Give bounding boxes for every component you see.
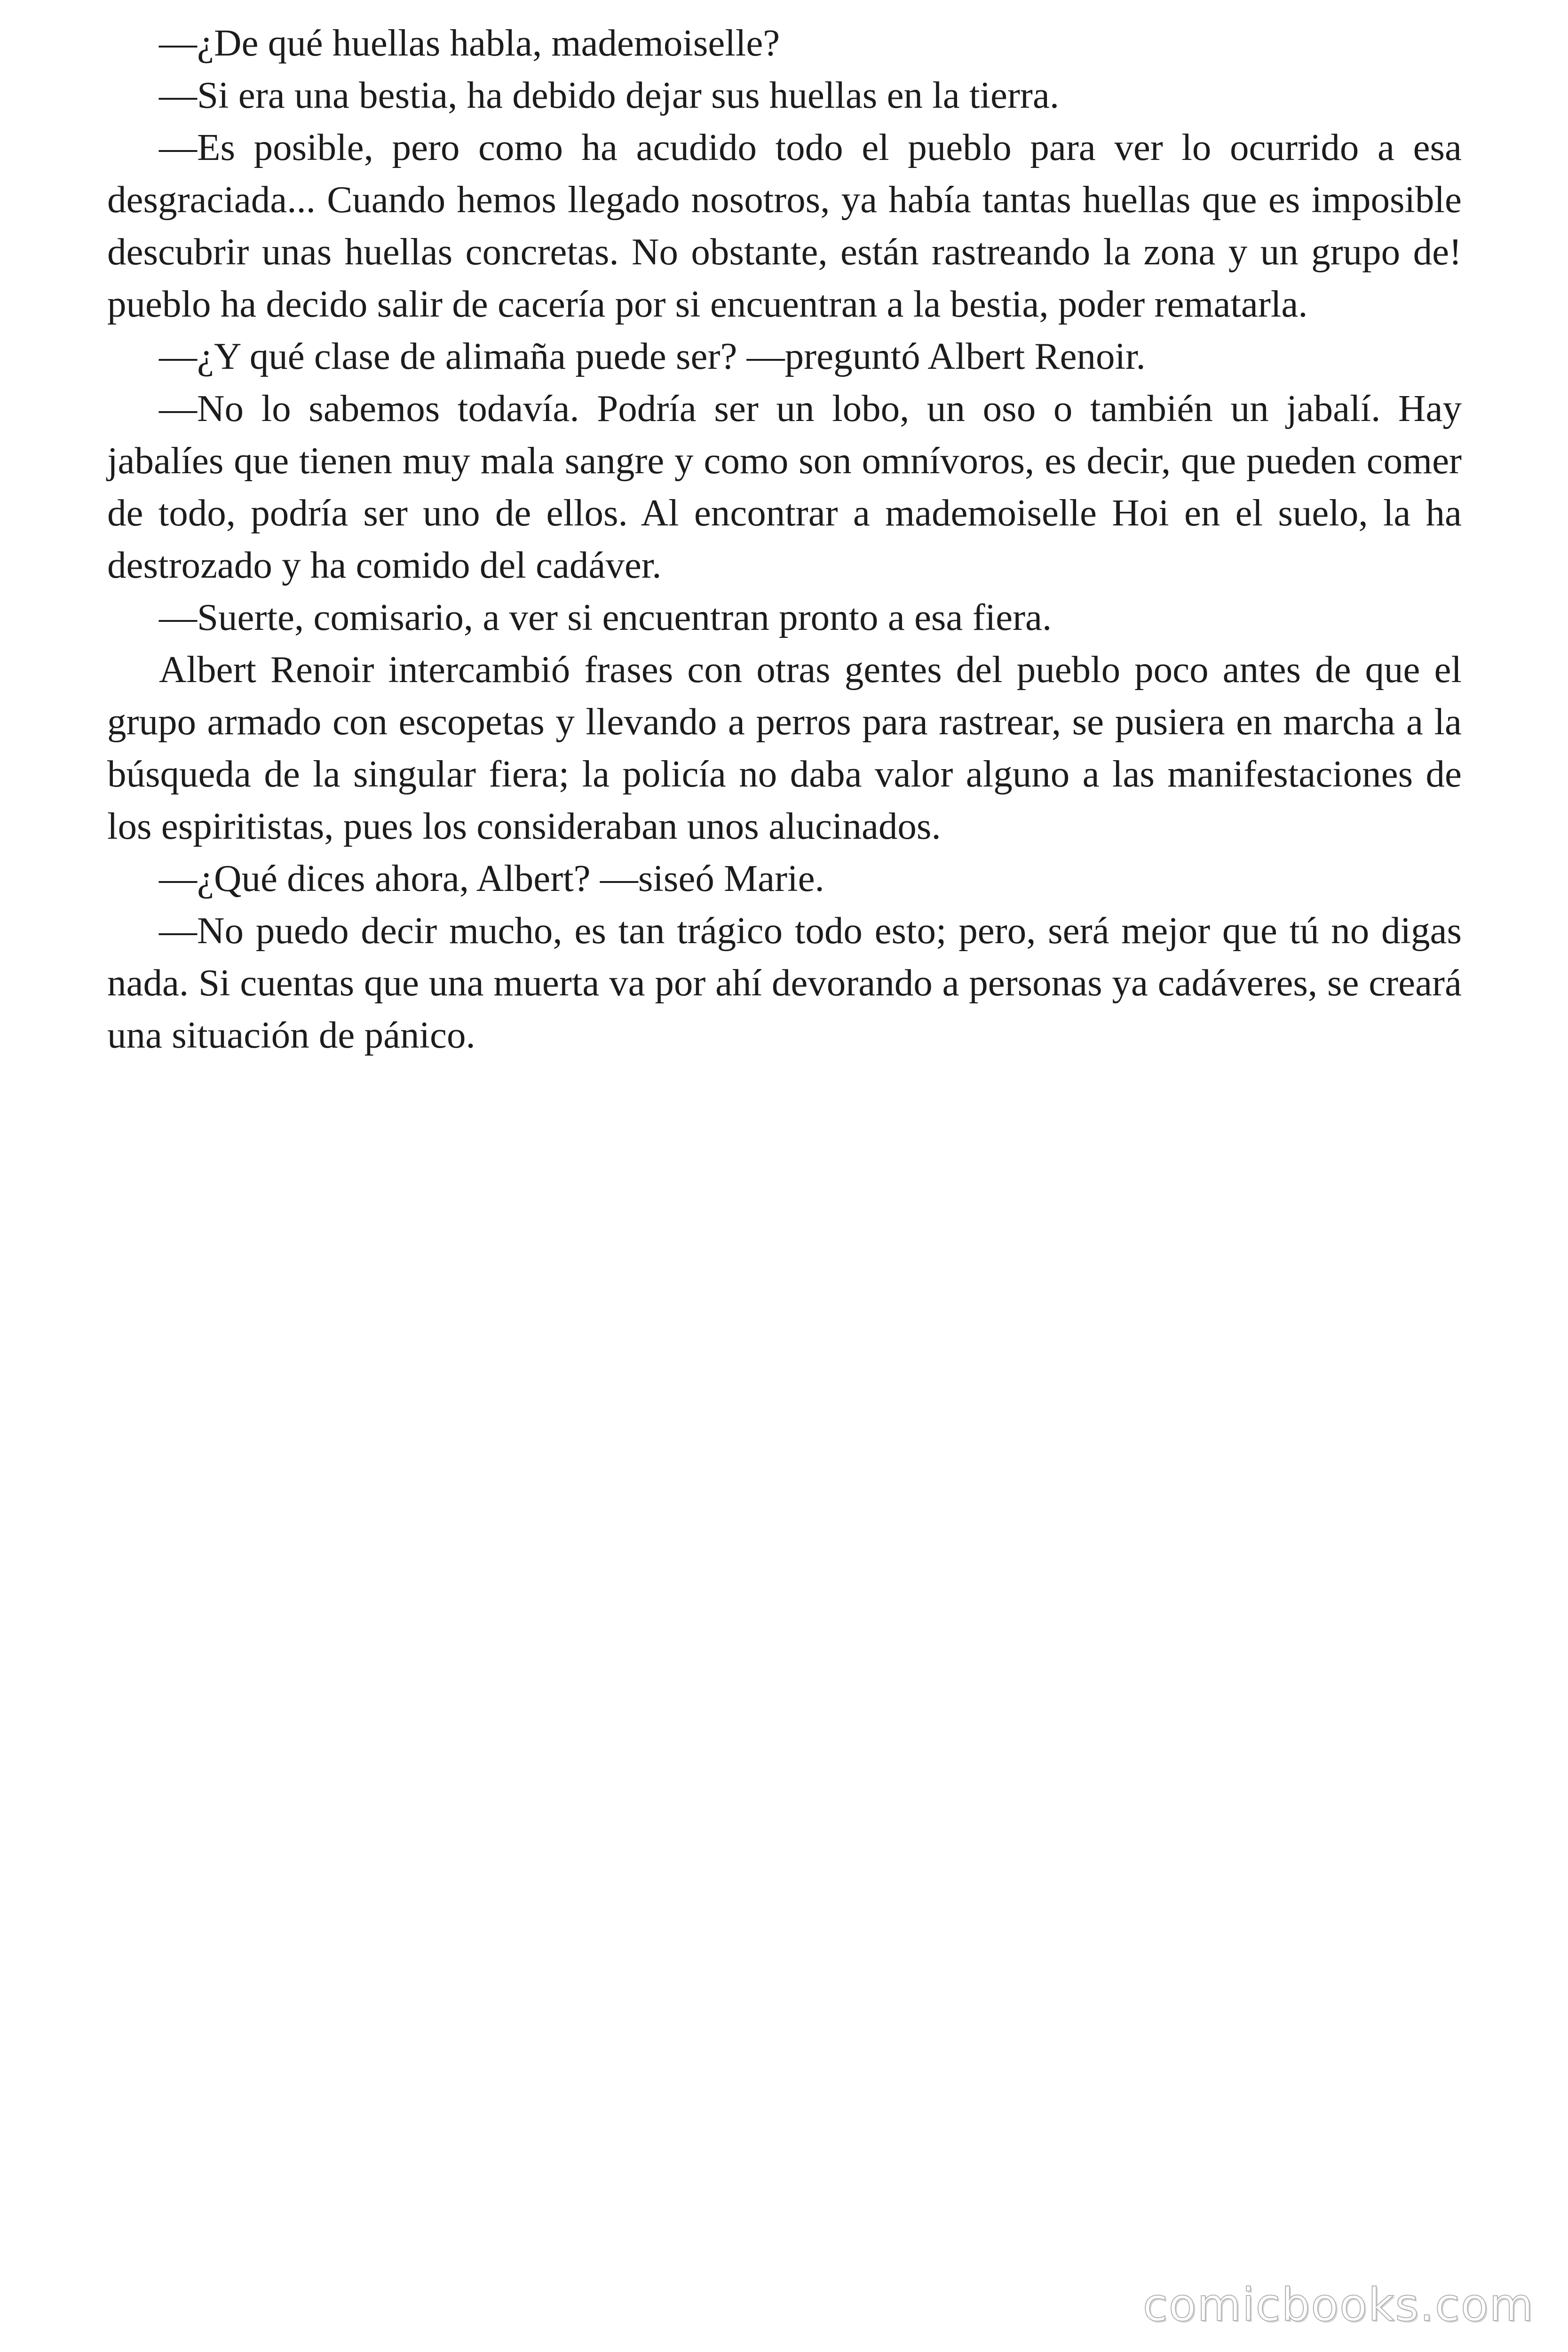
paragraph: —¿Qué dices ahora, Albert? —siseó Marie.: [159, 857, 824, 899]
paragraph: —No puedo decir mucho, es tan trágico todo esto; pero, será mejor que tú no digas nada. Si cuentas que una muerta va por ahí devorando a personas ya cadáveres, se creará una situación de pánico.: [107, 909, 1462, 1056]
watermark: comicbooks.com: [1142, 2279, 1534, 2331]
paragraph: Albert Renoir intercambió frases con otras gentes del pueblo poco antes de que el grupo armado con escopetas y llevando a perros para rastrear, se pusiera en marcha a la búsqueda de la singular fiera; la policía no daba valor alguno a las manifestaciones de los espiritistas, pues los consideraban unos alucinados.: [107, 648, 1462, 847]
paragraph: —Suerte, comisario, a ver si encuentran pronto a esa fiera.: [159, 596, 1052, 638]
paragraph: —Es posible, pero como ha acudido todo el pueblo para ver lo ocurrido a esa desgraciada... Cuando hemos llegado nosotros, ya había tantas huellas que es imposible descubrir unas huellas concretas. No obstante, están rastreando la zona y un grupo de! pueblo ha decido salir de cacería por si encuentran a la bestia, poder rematarla.: [107, 126, 1462, 325]
paragraph: —Si era una bestia, ha debido dejar sus huellas en la tierra.: [159, 74, 1060, 116]
paragraph: —¿De qué huellas habla, mademoiselle?: [159, 22, 780, 64]
paragraph: —¿Y qué clase de alimaña puede ser? —preguntó Albert Renoir.: [159, 335, 1146, 377]
paragraph: —No lo sabemos todavía. Podría ser un lobo, un oso o también un jabalí. Hay jabalíes que tienen muy mala sangre y como son omnívoros, es decir, que pueden comer de todo, podría ser uno de ellos. Al encontrar a mademoiselle Hoi en el suelo, la ha destrozado y ha comido del cadáver.: [107, 387, 1462, 586]
body-text: [107, 17, 1462, 1061]
